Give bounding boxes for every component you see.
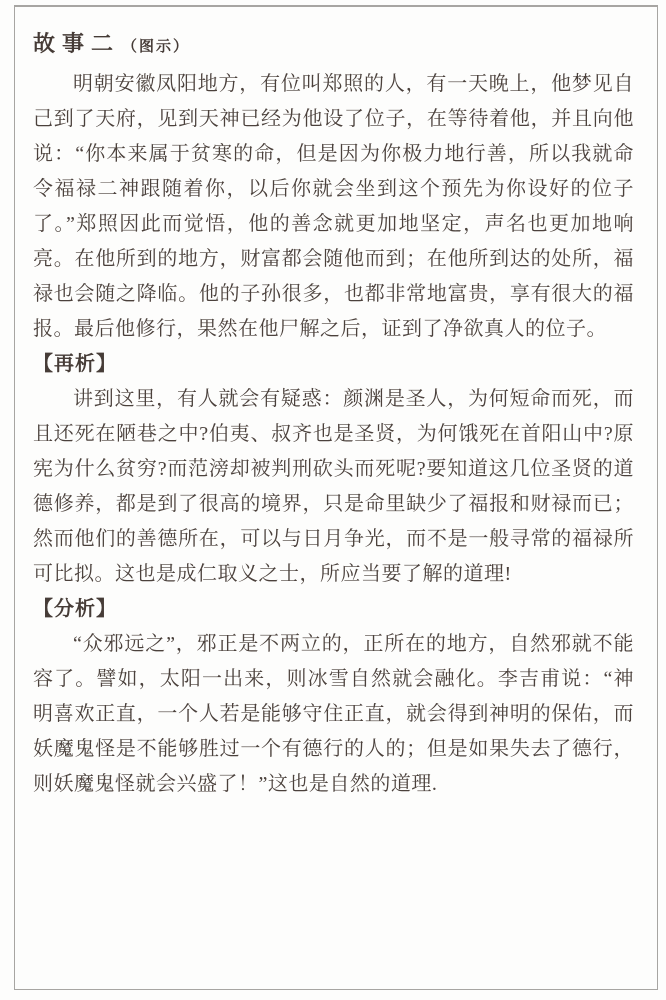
- section-heading-zaixi: 【再析】: [33, 353, 117, 375]
- fenxi-paragraph: “众邪远之”，邪正是不两立的，正所在的地方，自然邪就不能容了。譬如，太阳一出来，则冰雪自然就会融化。李吉甫说：“神明喜欢正直，一个人若是能够守住正直，就会得到神明的保佑，而妖魔鬼怪是不能够胜过一个有德行的人的；但是如果失去了德行，则妖魔鬼怪就会兴盛了！”这也是自然的道理.: [33, 633, 634, 795]
- section-heading-fenxi: 【分析】: [33, 598, 117, 620]
- story-paragraph: 明朝安徽凤阳地方，有位叫郑照的人，有一天晚上，他梦见自己到了天府，见到天神已经为他设了位子，在等待着他，并且向他说：“你本来属于贫寒的命，但是因为你极力地行善，所以我就命令福禄二神跟随着你，以后你就会坐到这个预先为你设好的位子了。”郑照因此而觉悟，他的善念就更加地坚定，声名也更加地响亮。在他所到的地方，财富都会随他而到；在他所到达的处所，福禄也会随之降临。他的子孙很多，也都非常地富贵，享有很大的福报。最后他修行，果然在他尸解之后，证到了净欲真人的位子。: [33, 73, 634, 340]
- story-title-subtitle: （图示）: [122, 39, 191, 55]
- story-title-main: 故事二: [33, 31, 121, 56]
- zaixi-paragraph: 讲到这里，有人就会有疑惑：颜渊是圣人，为何短命而死，而且还死在陋巷之中?伯夷、叔齐也是圣贤，为何饿死在首阳山中?原宪为什么贫穷?而范滂却被判刑砍头而死呢?要知道这几位圣贤的道德修养，都是到了很高的境界，只是命里缺少了福报和财禄而已；然而他们的善德所在，可以与日月争光，而不是一般寻常的福禄所可比拟。这也是成仁取义之士，所应当要了解的道理!: [33, 388, 634, 585]
- page-content: [33, 26, 634, 802]
- story-title: [33, 26, 634, 61]
